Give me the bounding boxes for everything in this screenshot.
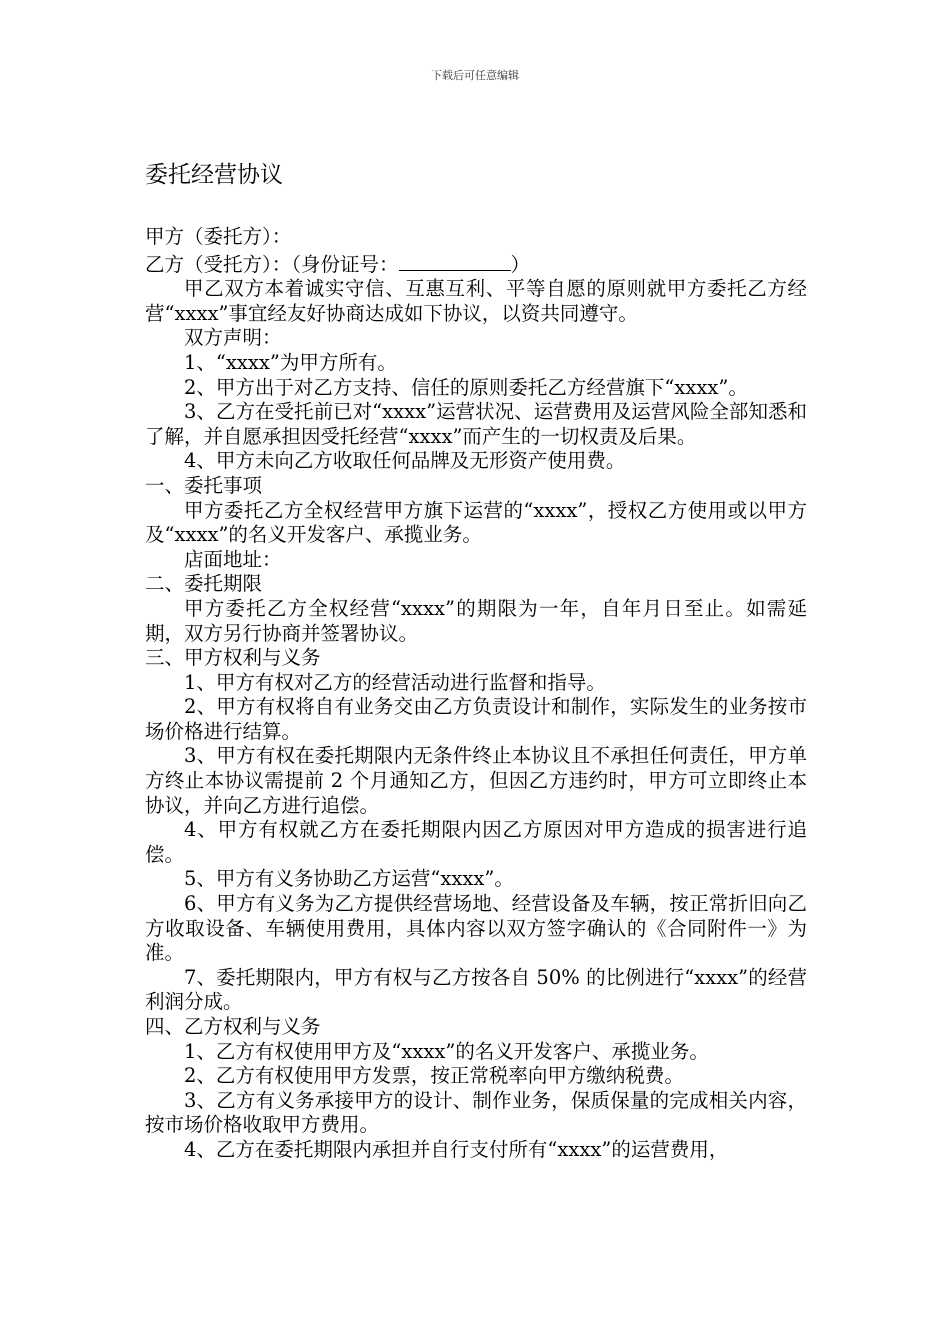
party-b-close: ）	[510, 252, 531, 276]
store-address-line: 店面地址：	[184, 547, 282, 571]
declaration-item: 4、甲方未向乙方收取任何品牌及无形资产使用费。	[184, 449, 626, 473]
section-body-entrustment: 甲方委托乙方全权经营甲方旗下运营的“xxxx”，授权乙方使用或以甲方及“xxxx”的名义开发客户、承揽业务。	[145, 498, 807, 547]
party-b-rights-item: 4、乙方在委托期限内承担并自行支付所有“xxxx”的运营费用，	[184, 1137, 729, 1161]
section-body-term: 甲方委托乙方全权经营“xxxx”的期限为一年，自年月日至止。如需延期，双方另行协商并签署协议。	[145, 596, 807, 645]
section-heading-term: 二、委托期限	[145, 572, 263, 596]
declaration-item: 3、乙方在受托前已对“xxxx”运营状况、运营费用及运营风险全部知悉和了解，并自愿承担因受托经营“xxxx”而产生的一切权责及后果。	[145, 400, 807, 448]
declaration-heading: 双方声明：	[184, 326, 282, 350]
document-title: 委托经营协议	[145, 162, 283, 188]
party-a-rights-item: 7、委托期限内，甲方有权与乙方按各自 50% 的比例进行“xxxx”的经营利润分成。	[145, 965, 807, 1014]
page-header-note: 下载后可任意编辑	[431, 69, 519, 82]
declaration-item: 2、甲方出于对乙方支持、信任的原则委托乙方经营旗下“xxxx”。	[184, 375, 748, 399]
party-a-rights-item: 6、甲方有义务为乙方提供经营场地、经营设备及车辆，按正常折旧向乙方收取设备、车辆使用费用，具体内容以双方签字确认的《合同附件一》为准。	[145, 892, 807, 965]
declaration-item: 1、“xxxx”为甲方所有。	[184, 350, 397, 374]
party-a-rights-item: 1、甲方有权对乙方的经营活动进行监督和指导。	[184, 670, 606, 694]
party-a-line: 甲方（委托方）：	[145, 225, 292, 248]
party-a-rights-item: 3、甲方有权在委托期限内无条件终止本协议且不承担任何责任，甲方单方终止本协议需提前 2 个月通知乙方，但因乙方违约时，甲方可立即终止本协议，并向乙方进行追偿。	[145, 744, 807, 817]
section-heading-party-b-rights: 四、乙方权利与义务	[145, 1015, 321, 1038]
intro-paragraph: 甲乙双方本着诚实守信、互惠互利、平等自愿的原则就甲方委托乙方经营“xxxx”事宜经友好协商达成如下协议，以资共同遵守。	[145, 277, 807, 325]
section-heading-party-a-rights: 三、甲方权利与义务	[145, 646, 321, 670]
party-b-rights-item: 2、乙方有权使用甲方发票，按正常税率向甲方缴纳税费。	[184, 1064, 684, 1088]
party-b-rights-item: 3、乙方有义务承接甲方的设计、制作业务，保质保量的完成相关内容，按市场价格收取甲方费用。	[145, 1088, 807, 1137]
party-a-rights-item: 4、甲方有权就乙方在委托期限内因乙方原因对甲方造成的损害进行追偿。	[145, 818, 807, 866]
document-body	[145, 225, 807, 1163]
party-a-rights-item: 2、甲方有权将自有业务交由乙方负责设计和制作，实际发生的业务按市场价格进行结算。	[145, 695, 807, 743]
party-b-line	[145, 250, 807, 278]
party-a-rights-item: 5、甲方有义务协助乙方运营“xxxx”。	[184, 867, 514, 891]
section-heading-entrustment: 一、委托事项	[145, 473, 263, 497]
id-number-blank[interactable]	[399, 250, 511, 271]
party-b-label: 乙方（受托方）：（身份证号：	[145, 252, 399, 276]
party-b-rights-item: 1、乙方有权使用甲方及“xxxx”的名义开发客户、承揽业务。	[184, 1039, 709, 1063]
